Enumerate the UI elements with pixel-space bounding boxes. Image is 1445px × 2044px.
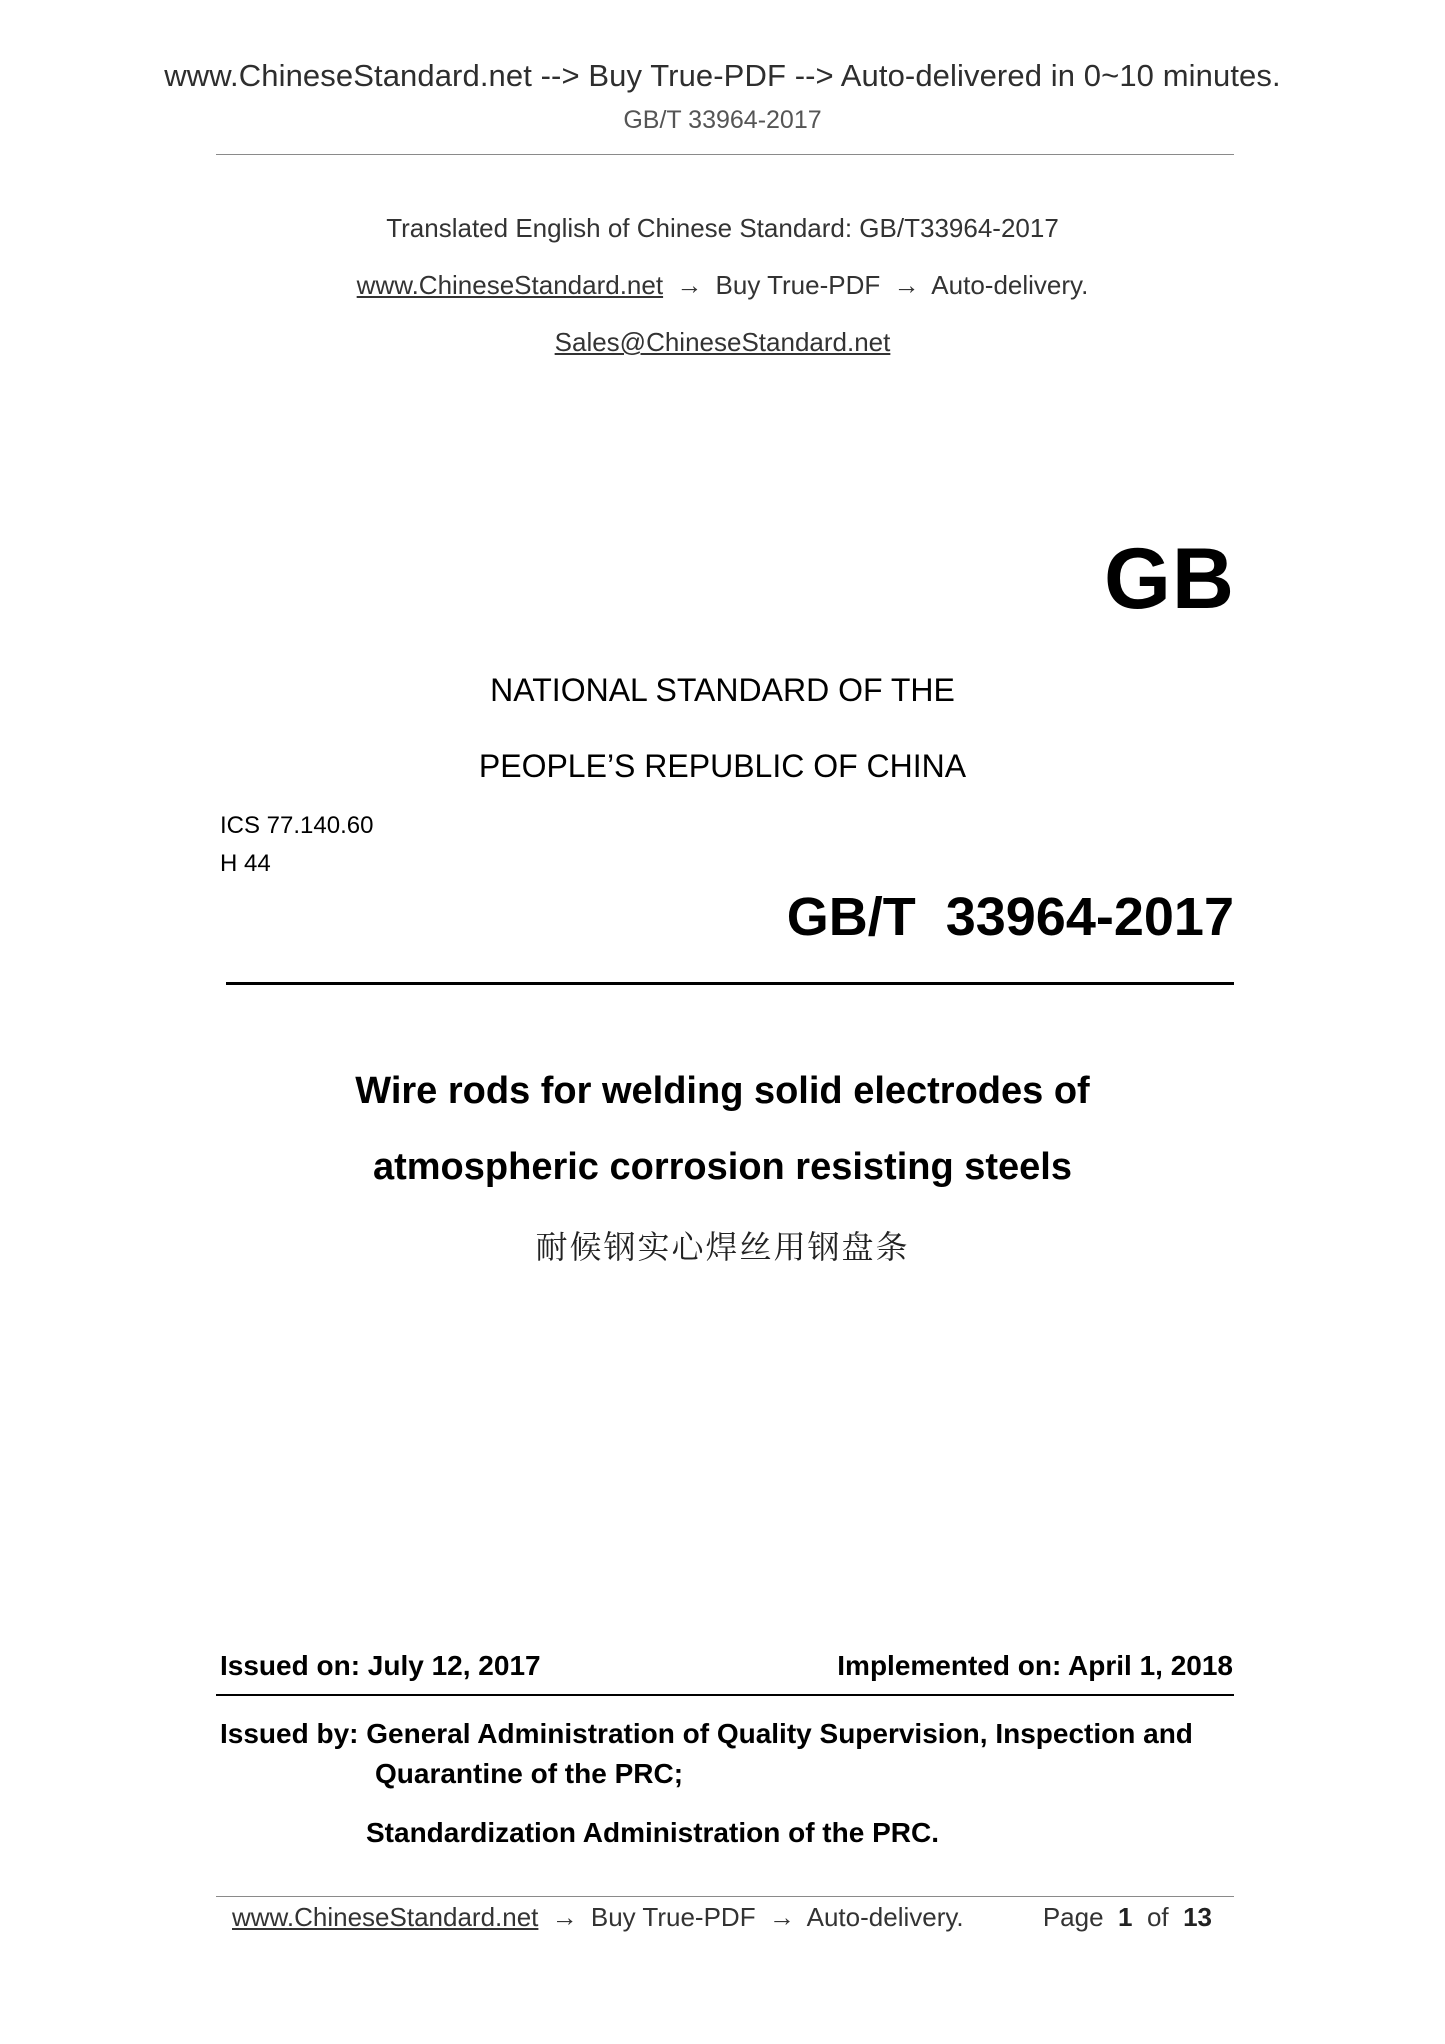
title-chinese: 耐候钢实心焊丝用钢盘条 — [535, 1228, 910, 1266]
email-link[interactable]: Sales@ChineseStandard.net — [554, 327, 891, 357]
issued-on-date: Issued on: July 12, 2017 — [220, 1650, 541, 1681]
intro-link-line — [0, 270, 1445, 301]
ics-code: ICS 77.140.60 — [220, 812, 374, 839]
arrow-right-icon: → — [676, 270, 703, 300]
page-word: Page — [1042, 1902, 1104, 1932]
auto-delivery-text: Auto-delivery. — [931, 270, 1089, 300]
header-standard-code: GB/T 33964-2017 — [623, 106, 822, 134]
classification-code: H 44 — [220, 850, 271, 877]
buy-pdf-text: Buy True-PDF — [715, 270, 881, 300]
arrow-right-icon: → — [893, 270, 920, 300]
header-divider — [216, 154, 1234, 155]
translated-notice: Translated English of Chinese Standard: GB/T33964-2017 — [386, 213, 1059, 243]
footer-divider — [216, 1896, 1234, 1897]
site-link[interactable]: www.ChineseStandard.net — [356, 270, 664, 300]
page-number: 1 — [1118, 1902, 1133, 1932]
top-banner: www.ChineseStandard.net --> Buy True-PDF --> Auto-delivered in 0~10 minutes. — [164, 58, 1281, 93]
national-standard-line1: NATIONAL STANDARD OF THE — [490, 672, 955, 708]
title-line2: atmospheric corrosion resisting steels — [372, 1146, 1072, 1188]
arrow-right-icon: → — [768, 1902, 795, 1932]
gb-mark: GB — [1104, 531, 1235, 627]
issued-by-line2: Quarantine of the PRC; — [375, 1758, 684, 1789]
footer-link-line — [232, 1902, 964, 1933]
of-word: of — [1146, 1902, 1169, 1932]
page-total: 13 — [1183, 1902, 1212, 1932]
email-line — [0, 327, 1445, 358]
issued-by-line1: Issued by: General Administration of Quality Supervision, Inspection and — [220, 1718, 1193, 1749]
title-line1: Wire rods for welding solid electrodes of — [355, 1070, 1090, 1112]
standard-number: GB/T 33964-2017 — [786, 887, 1234, 947]
footer-buy-text: Buy True-PDF — [590, 1902, 756, 1932]
arrow-right-icon: → — [551, 1902, 578, 1932]
implemented-on-date: Implemented on: April 1, 2018 — [837, 1650, 1233, 1681]
footer-site-link[interactable]: www.ChineseStandard.net — [232, 1902, 539, 1932]
national-standard-line2: PEOPLE’S REPUBLIC OF CHINA — [478, 748, 967, 784]
issued-by-line3: Standardization Administration of the PRC. — [366, 1817, 939, 1848]
issue-divider — [216, 1694, 1234, 1696]
footer-auto-text: Auto-delivery. — [806, 1902, 964, 1932]
standard-number-rule — [226, 982, 1234, 985]
page-indicator — [1043, 1902, 1212, 1933]
